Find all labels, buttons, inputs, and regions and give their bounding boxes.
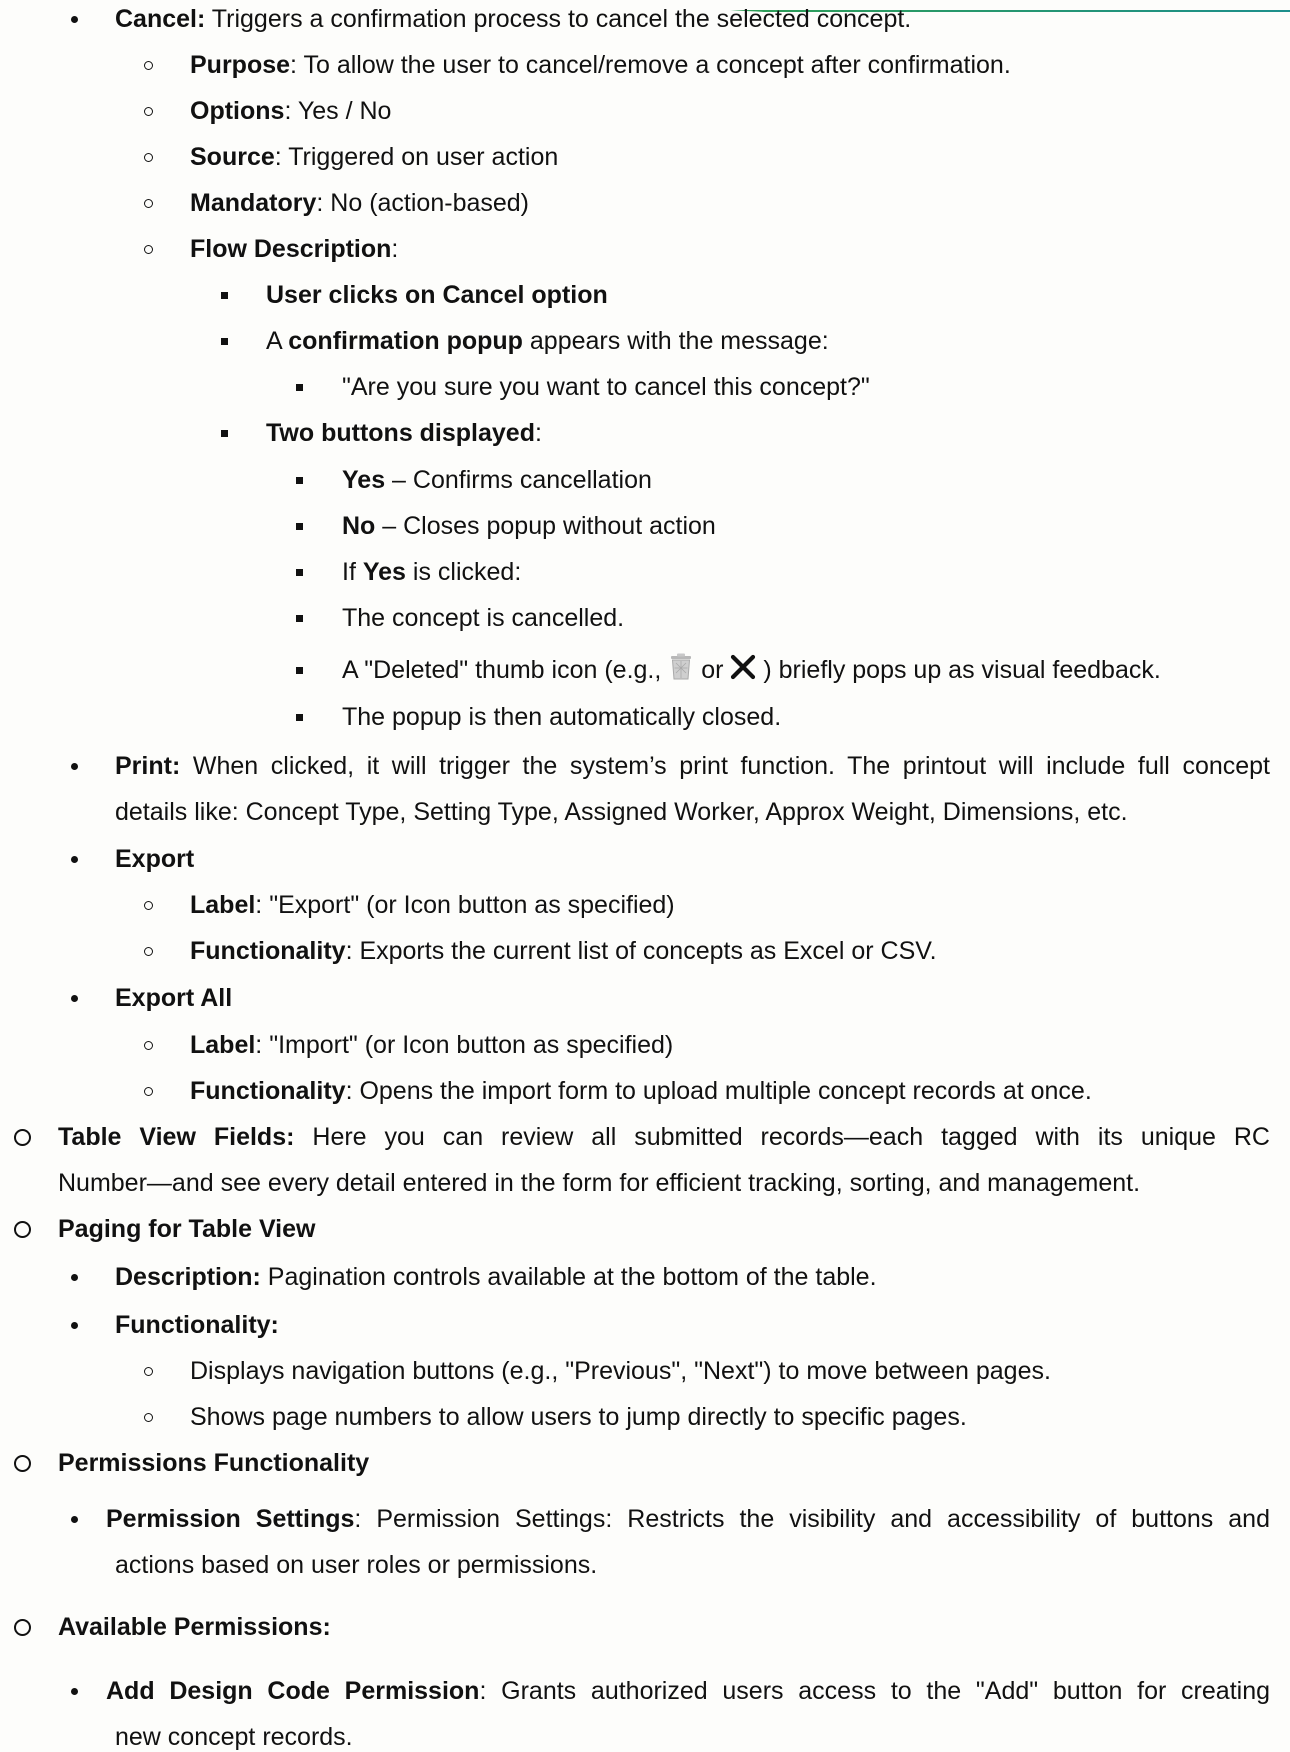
cancel-source bbox=[0, 142, 1290, 172]
export-label-item bbox=[0, 890, 1290, 920]
paging-desc-label: Description: bbox=[115, 1263, 261, 1291]
bullet-disc bbox=[61, 1504, 91, 1534]
cancel-purpose bbox=[0, 50, 1290, 80]
purpose-text: : To allow the user to cancel/remove a concept after confirmation. bbox=[290, 51, 1011, 79]
paging-nav-buttons-item bbox=[0, 1356, 1290, 1386]
bullet-disc bbox=[61, 844, 91, 874]
mandatory-label: Mandatory bbox=[190, 189, 317, 217]
paging-item-2: Shows page numbers to allow users to jump directly to specific pages. bbox=[190, 1403, 967, 1431]
no-text: – Closes popup without action bbox=[375, 512, 716, 540]
export-title: Export bbox=[115, 845, 195, 873]
yes-label: Yes bbox=[342, 466, 386, 494]
yes-text: – Confirms cancellation bbox=[385, 466, 652, 494]
flow-no-button bbox=[0, 511, 1290, 541]
paging-functionality-item bbox=[0, 1310, 1290, 1340]
export-all-label-text: : "Import" (or Icon button as specified) bbox=[255, 1031, 674, 1059]
export-functionality-item bbox=[0, 936, 1290, 966]
cancel-label: Cancel: bbox=[115, 5, 206, 33]
bullet-square bbox=[286, 511, 316, 541]
cancel-description: Triggers a confirmation process to cancel the selected concept. bbox=[205, 5, 912, 33]
bullet-disc bbox=[61, 1262, 91, 1292]
paging-description-item bbox=[0, 1262, 1290, 1292]
flow-user-clicks bbox=[0, 280, 1290, 310]
bullet-circle bbox=[136, 1356, 166, 1386]
export-func-label: Functionality bbox=[190, 937, 346, 965]
bullet-large-circle bbox=[10, 1122, 40, 1152]
add-permission-line-2: new concept records. bbox=[115, 1723, 353, 1751]
popup-bold: confirmation popup bbox=[288, 327, 523, 355]
cancel-item bbox=[0, 4, 1290, 34]
print-item bbox=[0, 751, 1290, 781]
paging-page-numbers-item bbox=[0, 1402, 1290, 1432]
bullet-circle bbox=[136, 1030, 166, 1060]
print-line-1: When clicked, it will trigger the system’s print function. The printout will include full concept bbox=[180, 752, 1270, 780]
deleted-or: or bbox=[701, 656, 731, 685]
export-all-item bbox=[0, 983, 1290, 1013]
options-text: : Yes / No bbox=[284, 97, 392, 125]
permission-settings-label: Permission Settings bbox=[106, 1505, 355, 1533]
bullet-square bbox=[286, 372, 316, 402]
bullet-disc bbox=[61, 1310, 91, 1340]
paging-item-1: Displays navigation buttons (e.g., "Previous", "Next") to move between pages. bbox=[190, 1357, 1051, 1385]
export-all-functionality-item bbox=[0, 1076, 1290, 1106]
bullet-circle bbox=[136, 1402, 166, 1432]
print-line-2: details like: Concept Type, Setting Type, Assigned Worker, Approx Weight, Dimensions, etc. bbox=[115, 798, 1128, 826]
permission-settings-item bbox=[0, 1504, 1290, 1534]
bullet-square bbox=[211, 418, 241, 448]
if-text: If bbox=[342, 558, 363, 586]
no-label: No bbox=[342, 512, 376, 540]
add-permission-label: Add Design Code Permission bbox=[106, 1677, 480, 1705]
export-label-label: Label bbox=[190, 891, 256, 919]
bullet-large-circle bbox=[10, 1448, 40, 1478]
bullet-circle bbox=[136, 96, 166, 126]
bullet-square bbox=[286, 655, 316, 685]
user-clicks-text: User clicks on Cancel option bbox=[266, 281, 608, 309]
add-permission-line-1: : Grants authorized users access to the "Add" button for creating bbox=[479, 1677, 1270, 1705]
export-all-func-text: : Opens the import form to upload multiple concept records at once. bbox=[345, 1077, 1092, 1105]
export-label-text: : "Export" (or Icon button as specified) bbox=[255, 891, 675, 919]
purpose-label: Purpose bbox=[190, 51, 291, 79]
available-permissions-title: Available Permissions: bbox=[58, 1613, 331, 1641]
print-item-cont bbox=[0, 797, 1290, 827]
source-label: Source bbox=[190, 143, 275, 171]
print-label: Print: bbox=[115, 752, 181, 780]
permission-settings-line-1: : Permission Settings: Restricts the visibility and accessibility of buttons and bbox=[354, 1505, 1270, 1533]
options-label: Options bbox=[190, 97, 285, 125]
if-rest: is clicked: bbox=[405, 558, 522, 586]
closed-text: The popup is then automatically closed. bbox=[342, 703, 782, 731]
paging-item bbox=[0, 1214, 1290, 1244]
export-item bbox=[0, 844, 1290, 874]
paging-func-label: Functionality: bbox=[115, 1311, 279, 1339]
flow-if-yes bbox=[0, 557, 1290, 587]
permissions-title: Permissions Functionality bbox=[58, 1449, 370, 1477]
bullet-square bbox=[286, 603, 316, 633]
two-buttons-label: Two buttons displayed bbox=[266, 419, 535, 447]
flow-colon: : bbox=[391, 235, 399, 263]
export-all-func-label: Functionality bbox=[190, 1077, 346, 1105]
bullet-disc bbox=[61, 1676, 91, 1706]
flow-confirmation-popup bbox=[0, 326, 1290, 356]
table-view-line-2: Number—and see every detail entered in the form for efficient tracking, sorting, and management. bbox=[58, 1169, 1141, 1197]
flow-cancelled bbox=[0, 603, 1290, 633]
heavy-x-icon bbox=[730, 654, 756, 689]
add-design-code-permission-item bbox=[0, 1676, 1290, 1706]
bullet-square bbox=[211, 326, 241, 356]
export-all-label-label: Label bbox=[190, 1031, 256, 1059]
permission-settings-line-2: actions based on user roles or permissions. bbox=[115, 1551, 598, 1579]
flow-yes-button bbox=[0, 465, 1290, 495]
bullet-circle bbox=[136, 234, 166, 264]
popup-prefix: A bbox=[266, 327, 289, 355]
permissions-item bbox=[0, 1448, 1290, 1478]
cancelled-text: The concept is cancelled. bbox=[342, 604, 625, 632]
deleted-prefix: A "Deleted" thumb icon (e.g., bbox=[342, 656, 669, 685]
table-view-label: Table View Fields: bbox=[58, 1123, 295, 1151]
available-permissions-item bbox=[0, 1612, 1290, 1642]
bullet-circle bbox=[136, 188, 166, 218]
permission-settings-item-cont bbox=[0, 1550, 1290, 1580]
flow-popup-message bbox=[0, 372, 1290, 402]
flow-deleted-icon bbox=[0, 653, 1290, 687]
flow-label: Flow Description bbox=[190, 235, 392, 263]
bullet-square bbox=[286, 465, 316, 495]
export-func-text: : Exports the current list of concepts as Excel or CSV. bbox=[345, 937, 937, 965]
popup-message: "Are you sure you want to cancel this concept?" bbox=[342, 373, 870, 401]
bullet-large-circle bbox=[10, 1214, 40, 1244]
bullet-disc bbox=[61, 751, 91, 781]
bullet-large-circle bbox=[10, 1612, 40, 1642]
bullet-square bbox=[286, 557, 316, 587]
bullet-square bbox=[211, 280, 241, 310]
paging-desc-text: Pagination controls available at the bottom of the table. bbox=[260, 1263, 877, 1291]
wastebasket-icon bbox=[668, 653, 694, 690]
if-yes: Yes bbox=[362, 558, 406, 586]
bullet-square bbox=[286, 702, 316, 732]
bullet-circle bbox=[136, 50, 166, 80]
table-view-line-1: Here you can review all submitted records—each tagged with its unique RC bbox=[294, 1123, 1270, 1151]
export-all-title: Export All bbox=[115, 984, 233, 1012]
flow-two-buttons bbox=[0, 418, 1290, 448]
mandatory-text: : No (action-based) bbox=[316, 189, 530, 217]
two-buttons-colon: : bbox=[534, 419, 542, 447]
cancel-options bbox=[0, 96, 1290, 126]
source-text: : Triggered on user action bbox=[274, 143, 559, 171]
export-all-label-item bbox=[0, 1030, 1290, 1060]
bullet-disc bbox=[61, 4, 91, 34]
bullet-disc bbox=[61, 983, 91, 1013]
bullet-circle bbox=[136, 890, 166, 920]
cancel-mandatory bbox=[0, 188, 1290, 218]
table-view-item-cont bbox=[0, 1168, 1290, 1198]
add-design-code-permission-cont bbox=[0, 1722, 1290, 1752]
flow-popup-closed bbox=[0, 702, 1290, 732]
popup-rest: appears with the message: bbox=[522, 327, 829, 355]
deleted-suffix: ) briefly pops up as visual feedback. bbox=[763, 656, 1161, 685]
paging-title: Paging for Table View bbox=[58, 1215, 316, 1243]
table-view-item bbox=[0, 1122, 1290, 1152]
cancel-flow-description bbox=[0, 234, 1290, 264]
bullet-circle bbox=[136, 936, 166, 966]
bullet-circle bbox=[136, 1076, 166, 1106]
bullet-circle bbox=[136, 142, 166, 172]
